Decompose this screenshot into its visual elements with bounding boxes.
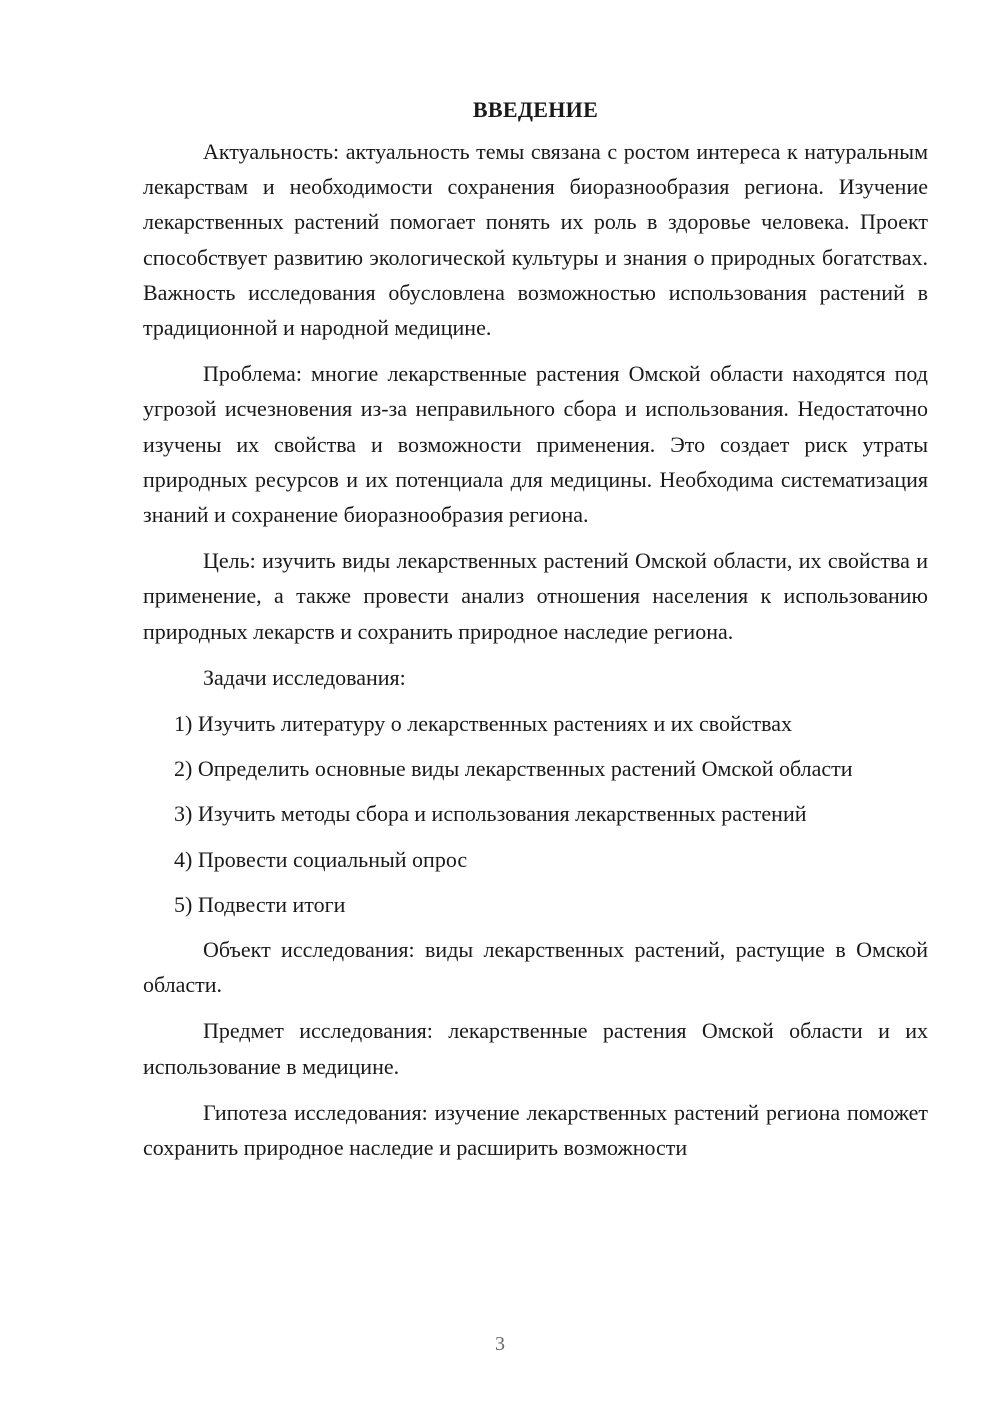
paragraph-relevance: Актуальность: актуальность темы связана с ростом интереса к натуральным лекарствам и необходимости сохранения биоразнообразия региона. Изучение лекарственных растений помогает понять их роль в здоровье человека. Проект способствует развитию экологической культуры и знания о природных богатствах. Важность исследования обусловлена возможностью использования растений в традиционной и народной медицине. [143,139,928,341]
document-page [143,96,928,1176]
paragraph-problem: Проблема: многие лекарственные растения Омской области находятся под угрозой исчезновения из-за неправильного сбора и использования. Недостаточно изучены их свойства и возможности применения. Это создает риск утраты природных ресурсов и их потенциала для медицины. Необходима систематизация знаний и сохранение биоразнообразия региона. [143,361,928,528]
paragraph-object: Объект исследования: виды лекарственных растений, растущие в Омской области. [143,937,928,998]
task-item-2: 2) Определить основные виды лекарственных растений Омской области [174,756,853,782]
task-item-1: 1) Изучить литературу о лекарственных растениях и их свойствах [174,711,793,737]
paragraph-goal: Цель: изучить виды лекарственных растений Омской области, их свойства и применение, а также провести анализ отношения населения к использованию природных лекарств и сохранить природное наследие региона. [143,548,928,644]
paragraph-subject: Предмет исследования: лекарственные растения Омской области и их использование в медицине. [143,1018,928,1079]
paragraph-hypothesis: Гипотеза исследования: изучение лекарственных растений региона поможет сохранить природное наследие и расширить возможности [143,1099,928,1161]
task-item-5: 5) Подвести итоги [174,891,346,917]
section-title: ВВЕДЕНИЕ [472,97,599,122]
page-number: 3 [495,1333,505,1355]
paragraph-tasks-heading: Задачи исследования: [203,664,406,690]
task-item-3: 3) Изучить методы сбора и использования лекарственных растений [174,801,807,827]
task-item-4: 4) Провести социальный опрос [174,846,468,872]
